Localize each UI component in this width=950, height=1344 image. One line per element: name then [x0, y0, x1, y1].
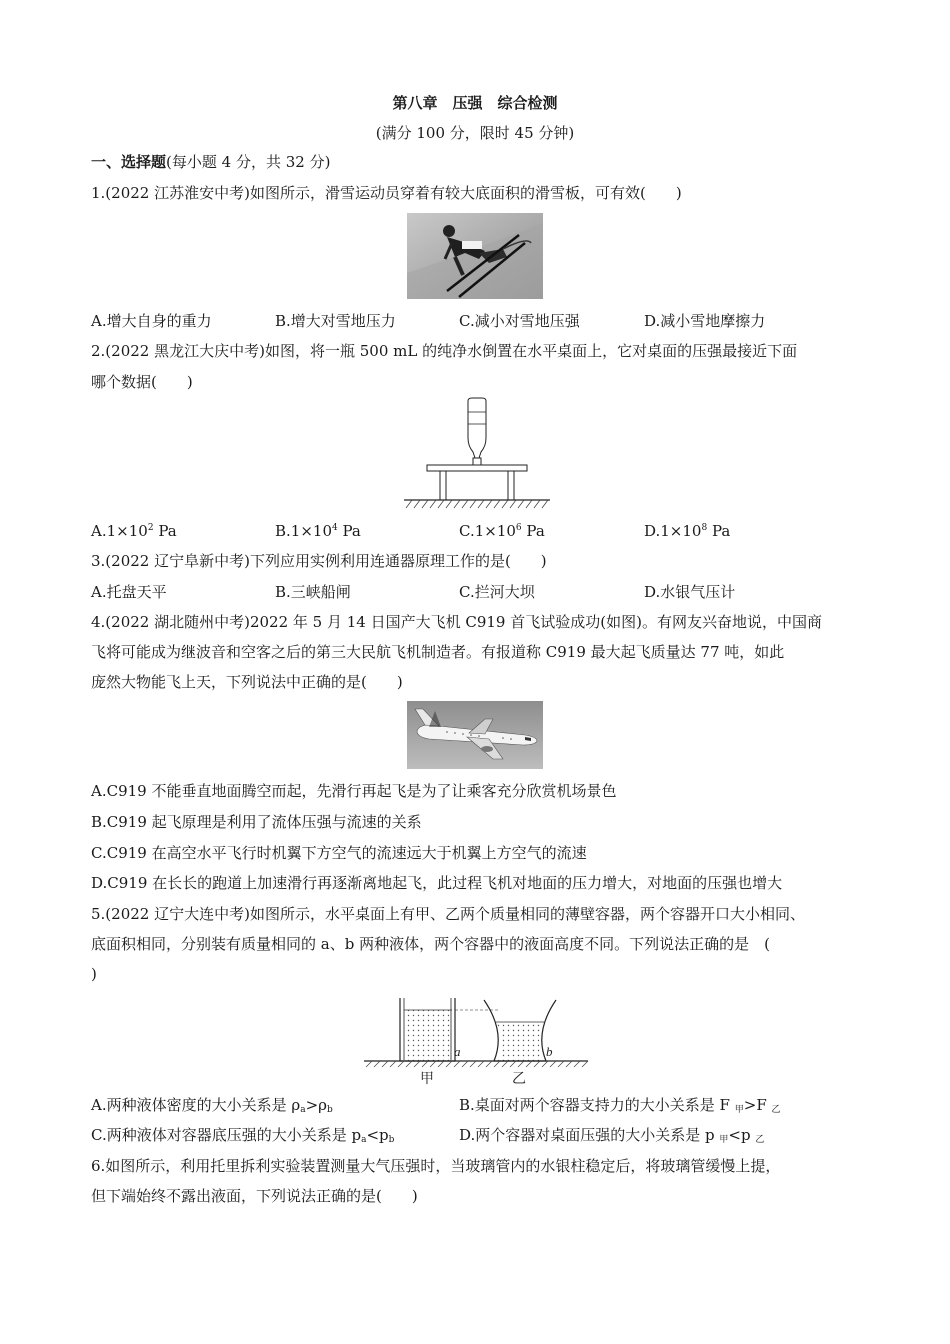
q3-option-a: A.托盘天平 — [91, 583, 167, 601]
q4-stem-line2: 飞将可能成为继波音和空客之后的第三大民航飞机制造者。有报道称 C919 最大起飞质量达 77 吨，如此 — [91, 643, 785, 661]
label-yi: 乙 — [512, 1071, 526, 1087]
q1-option-a: A.增大自身的重力 — [91, 312, 212, 330]
q4-stem-line1: 4.(2022 湖北随州中考)2022 年 5 月 14 日国产大飞机 C919 首飞试验成功(如图)。有网友兴奋地说，中国商 — [91, 613, 822, 631]
q2-stem-line2: 哪个数据( ) — [91, 373, 193, 391]
q4-option-d: D.C919 在长长的跑道上加速滑行再逐渐离地起飞，此过程飞机对地面的压力增大，对地面的压强也增大 — [91, 874, 783, 892]
q1-stem: 1.(2022 江苏淮安中考)如图所示，滑雪运动员穿着有较大底面积的滑雪板，可有效( ) — [91, 184, 682, 202]
q5-option-c: C.两种液体对容器底压强的大小关系是 $p_a<p_b$ — [91, 1126, 395, 1145]
q5-stem-line1: 5.(2022 辽宁大连中考)如图所示，水平桌面上有甲、乙两个质量相同的薄壁容器，两个容器开口大小相同、 — [91, 905, 805, 923]
q5-option-b: B.桌面对两个容器支持力的大小关系是 F $_甲$>F $_乙$ — [459, 1096, 781, 1115]
q1-option-d: D.减小雪地摩擦力 — [644, 312, 766, 330]
page-title: 第八章 压强 综合检测 — [392, 94, 558, 112]
q3-option-d: D.水银气压计 — [644, 583, 736, 601]
q4-stem-line3: 庞然大物能飞上天，下列说法中正确的是( ) — [91, 673, 403, 691]
q2-stem-line1: 2.(2022 黑龙江大庆中考)如图，将一瓶 500 mL 的纯净水倒置在水平桌面上，它对桌面的压强最接近下面 — [91, 342, 798, 360]
label-jia: 甲 — [420, 1071, 434, 1087]
q5-option-d: D.两个容器对桌面压强的大小关系是 p $_甲$<p $_乙$ — [459, 1126, 765, 1145]
q4-option-c: C.C919 在高空水平飞行时机翼下方空气的流速远大于机翼上方空气的流速 — [91, 844, 587, 862]
q2-option-d: $D.1\times 10^8$ Pa — [644, 522, 731, 540]
q3-option-c: C.拦河大坝 — [459, 583, 535, 601]
q6-stem-line2: 但下端始终不露出液面，下列说法正确的是( ) — [91, 1187, 418, 1205]
q5-stem-line2: 底面积相同，分别装有质量相同的 a、b 两种液体，两个容器中的液面高度不同。下列说法正确的是 ( — [91, 935, 770, 953]
q1-option-b: B.增大对雪地压力 — [275, 312, 396, 330]
q1-option-c: C.减小对雪地压强 — [459, 312, 580, 330]
q5-option-a: A.两种液体密度的大小关系是 $\rho_a>\rho_b$ — [91, 1096, 333, 1115]
bottle-on-table-figure — [402, 396, 552, 516]
skier-photo — [407, 213, 543, 303]
q3-stem: 3.(2022 辽宁阜新中考)下列应用实例利用连通器原理工作的是( ) — [91, 552, 547, 570]
c919-airplane-photo — [407, 701, 543, 773]
label-a: a — [454, 1044, 461, 1059]
q4-option-a: A.C919 不能垂直地面腾空而起，先滑行再起飞是为了让乘客充分欣赏机场景色 — [91, 782, 617, 800]
q4-option-b: B.C919 起飞原理是利用了流体压强与流速的关系 — [91, 813, 422, 831]
q5-stem-line3: ) — [91, 965, 97, 983]
section-heading — [91, 152, 330, 172]
two-containers-figure — [362, 994, 590, 1092]
q6-stem-line1: 6.如图所示，利用托里拆利实验装置测量大气压强时，当玻璃管内的水银柱稳定后，将玻璃管缓慢上提， — [91, 1157, 781, 1175]
section-title: 一、选择题 — [91, 153, 167, 171]
label-b: b — [546, 1044, 553, 1059]
q2-option-b: $B.1\times 10^4$ Pa — [275, 522, 361, 540]
page-subtitle: (满分 100 分，限时 45 分钟) — [375, 124, 575, 142]
q2-option-c: $C.1\times 10^6$ Pa — [459, 522, 545, 540]
q3-option-b: B.三峡船闸 — [275, 583, 351, 601]
q2-option-a: $A.1\times 10^2$ Pa — [91, 522, 177, 540]
section-note: (每小题 4 分，共 32 分) — [166, 153, 331, 171]
